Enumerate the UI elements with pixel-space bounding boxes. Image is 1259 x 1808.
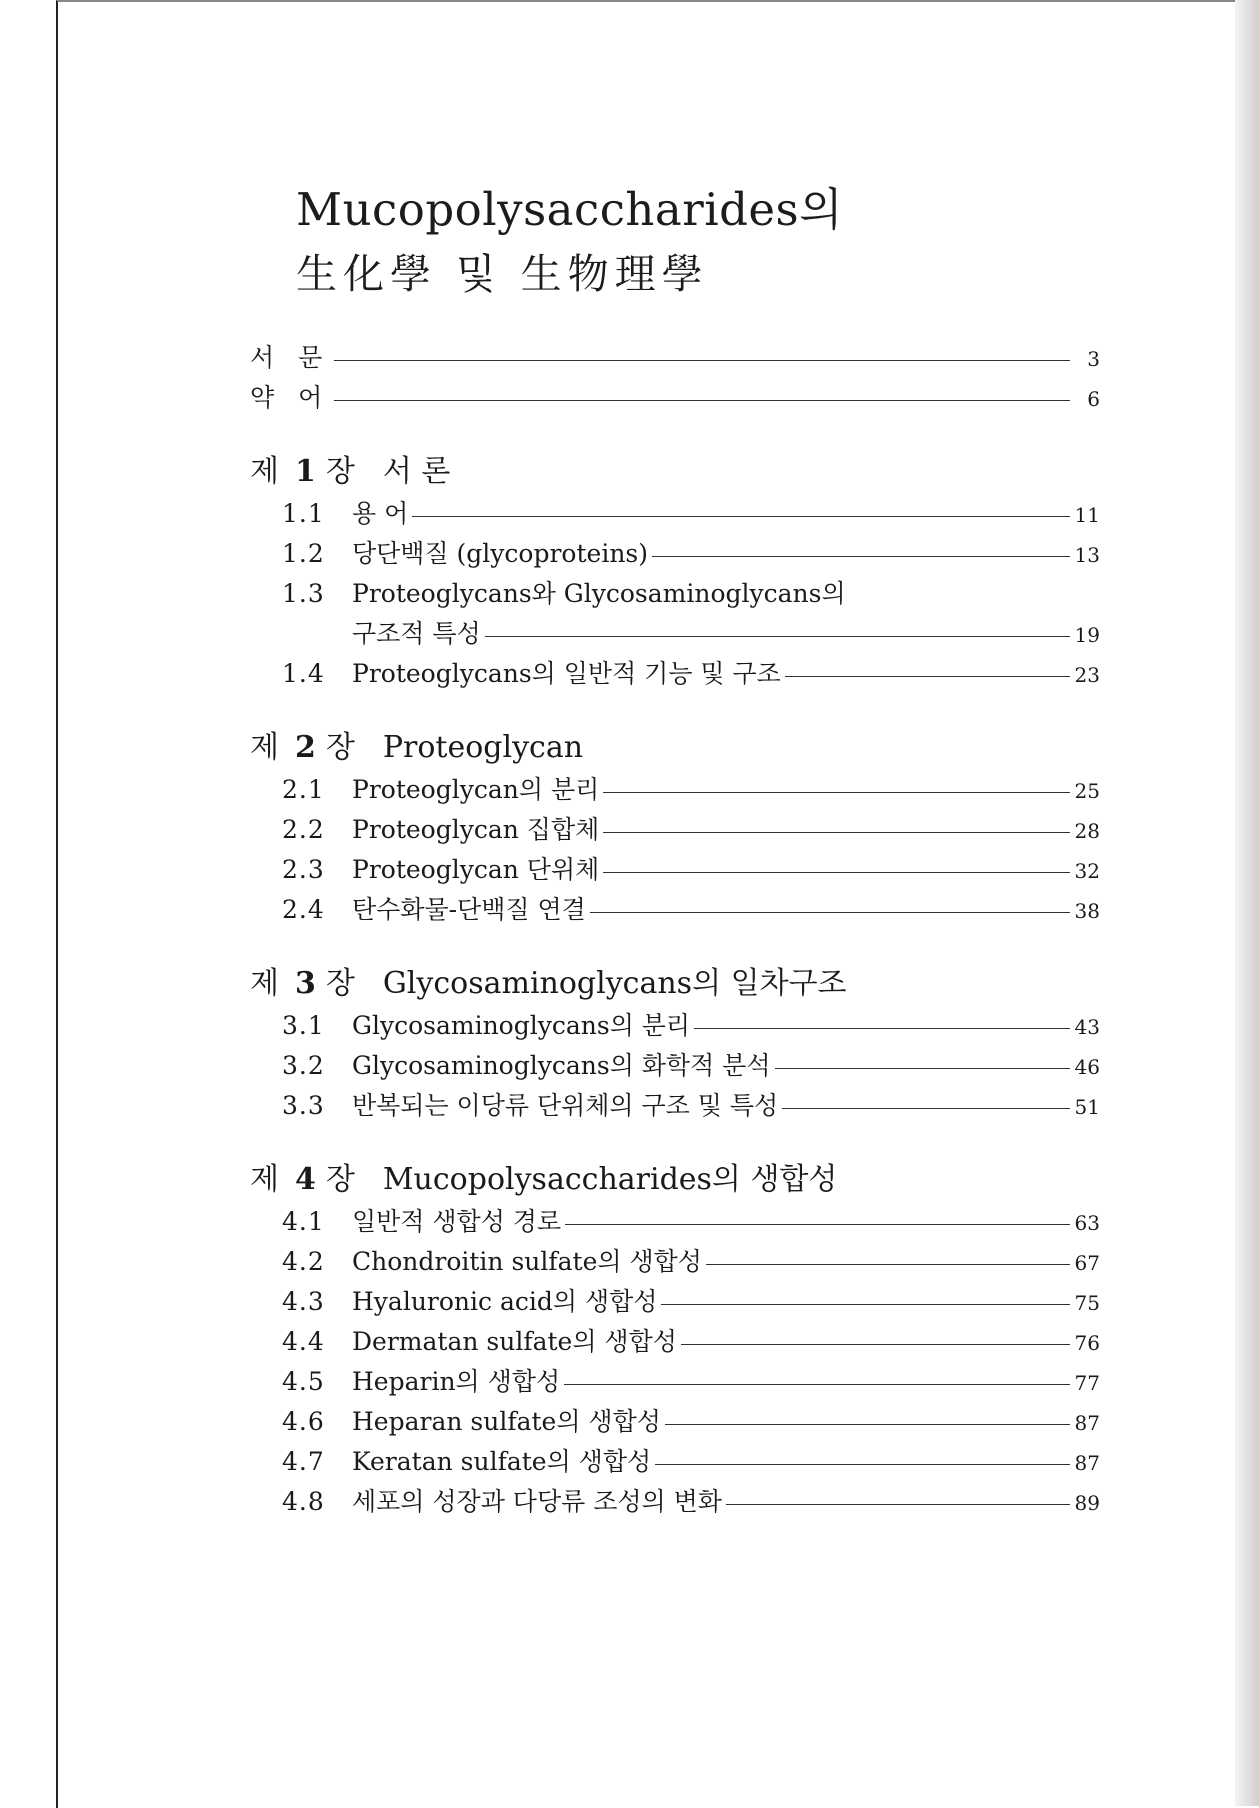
toc-section-entry[interactable] [250, 654, 1100, 694]
chapter-heading[interactable] [250, 722, 1100, 770]
dotted-leader [590, 912, 1070, 913]
toc-page-number: 67 [1074, 1251, 1100, 1275]
section-number: 3.1 [282, 1011, 325, 1040]
chapter-number: 1 [294, 454, 316, 489]
dotted-leader [564, 1384, 1070, 1385]
toc-page-number: 51 [1074, 1095, 1100, 1119]
section-number: 3.3 [282, 1091, 325, 1120]
section-title: Hyaluronic acid의 생합성 [352, 1287, 658, 1316]
toc-page-number: 43 [1074, 1015, 1100, 1039]
toc-section-entry[interactable] [250, 770, 1100, 810]
section-number: 2.3 [282, 855, 325, 884]
dotted-leader [652, 556, 1070, 557]
toc-section-entry[interactable] [250, 850, 1100, 890]
dotted-leader [706, 1264, 1070, 1265]
section-number: 2.4 [282, 895, 325, 924]
toc-section-entry[interactable] [250, 1006, 1100, 1046]
section-number: 1.2 [282, 539, 325, 568]
chapter-number: 3 [294, 966, 316, 1001]
toc-page-number: 89 [1074, 1491, 1100, 1515]
chapter-word: 제 [250, 730, 281, 765]
dotted-leader [603, 832, 1070, 833]
toc-page-number: 76 [1074, 1331, 1100, 1355]
dotted-leader [782, 1108, 1070, 1109]
dotted-leader [565, 1224, 1070, 1225]
section-number: 2.2 [282, 815, 325, 844]
dotted-leader [603, 872, 1070, 873]
toc-section-entry[interactable] [250, 1442, 1100, 1482]
section-title: Dermatan sulfate의 생합성 [352, 1327, 677, 1356]
toc-page-number: 32 [1074, 859, 1100, 883]
chapter-number: 4 [294, 1162, 316, 1197]
dotted-leader [661, 1304, 1070, 1305]
toc-entry-title: 약 어 [250, 383, 331, 412]
book-title [296, 182, 843, 304]
section-title: Heparin의 생합성 [352, 1367, 561, 1396]
toc-section-entry[interactable] [250, 890, 1100, 930]
chapter-word: 제 [250, 966, 281, 1001]
section-number: 4.7 [282, 1447, 325, 1476]
section-title: Glycosaminoglycans의 분리 [352, 1011, 691, 1040]
toc-page-number: 3 [1087, 347, 1100, 371]
dotted-leader [681, 1344, 1070, 1345]
section-title: Heparan sulfate의 생합성 [352, 1407, 661, 1436]
toc-section-entry[interactable] [250, 1362, 1100, 1402]
section-title: 당단백질 (glycoproteins) [352, 539, 649, 568]
section-number: 2.1 [282, 775, 325, 804]
table-of-contents [250, 338, 1100, 1522]
section-title: 탄수화물-단백질 연결 [352, 895, 586, 924]
toc-page-number: 13 [1074, 543, 1100, 567]
chapter-title: 서 론 [382, 454, 451, 489]
page-edge-shadow [1235, 0, 1259, 1806]
section-number: 4.4 [282, 1327, 325, 1356]
chapter-suffix: 장 [325, 730, 355, 765]
toc-entry-title: 서 문 [250, 343, 331, 372]
toc-section-entry-continued[interactable] [250, 614, 1100, 654]
section-number: 3.2 [282, 1051, 325, 1080]
toc-page-number: 6 [1087, 387, 1100, 411]
section-number: 4.5 [282, 1367, 325, 1396]
section-number: 4.3 [282, 1287, 325, 1316]
chapter-heading[interactable] [250, 1154, 1100, 1202]
toc-section-entry[interactable] [250, 1482, 1100, 1522]
section-title: Proteoglycan 집합체 [352, 815, 600, 844]
toc-page-number: 77 [1074, 1371, 1100, 1395]
section-number: 4.1 [282, 1207, 325, 1236]
dotted-leader [655, 1464, 1070, 1465]
dotted-leader [775, 1068, 1071, 1069]
toc-section-entry[interactable] [250, 494, 1100, 534]
dotted-leader [785, 676, 1070, 677]
dotted-leader [334, 360, 1070, 361]
toc-section-entry[interactable] [250, 1046, 1100, 1086]
section-title: Keratan sulfate의 생합성 [352, 1447, 652, 1476]
chapter-title: Proteoglycan [382, 730, 584, 765]
toc-page-number: 19 [1074, 623, 1100, 647]
toc-front-entry[interactable] [250, 338, 1100, 378]
section-title: Chondroitin sulfate의 생합성 [352, 1247, 702, 1276]
toc-section-entry[interactable] [250, 1402, 1100, 1442]
chapter-word: 제 [250, 454, 281, 489]
toc-section-entry[interactable] [250, 534, 1100, 574]
section-number: 1.3 [282, 579, 325, 608]
chapter-heading[interactable] [250, 958, 1100, 1006]
chapter-suffix: 장 [325, 454, 355, 489]
section-title: Proteoglycan의 분리 [352, 775, 600, 804]
section-number: 4.2 [282, 1247, 325, 1276]
dotted-leader [603, 792, 1070, 793]
toc-page-number: 11 [1074, 503, 1100, 527]
chapter-title: Glycosaminoglycans의 일차구조 [382, 966, 847, 1001]
dotted-leader [412, 516, 1070, 517]
book-title-line-1: Mucopolysaccharides의 [296, 183, 844, 236]
toc-section-entry[interactable] [250, 574, 1100, 614]
section-title: 일반적 생합성 경로 [352, 1207, 562, 1236]
toc-page-number: 46 [1074, 1055, 1100, 1079]
toc-section-entry[interactable] [250, 1282, 1100, 1322]
chapter-title: Mucopolysaccharides의 생합성 [382, 1162, 838, 1197]
section-title-continued: 구조적 특성 [352, 619, 481, 648]
dotted-leader [665, 1424, 1070, 1425]
dotted-leader [726, 1504, 1070, 1505]
chapter-suffix: 장 [325, 1162, 355, 1197]
toc-page-number: 87 [1074, 1411, 1100, 1435]
section-title: 반복되는 이당류 단위체의 구조 및 특성 [352, 1091, 779, 1120]
chapter-number: 2 [294, 730, 316, 765]
section-title: Proteoglycan 단위체 [352, 855, 600, 884]
book-title-line-2: 生化學 및 生物理學 [296, 250, 709, 298]
section-title: Proteoglycans와 Glycosaminoglycans의 [352, 579, 846, 608]
chapter-word: 제 [250, 1162, 281, 1197]
section-number: 1.1 [282, 499, 325, 528]
toc-page-number: 25 [1074, 779, 1100, 803]
toc-page-number: 38 [1074, 899, 1100, 923]
dotted-leader [334, 400, 1070, 401]
toc-section-entry[interactable] [250, 1242, 1100, 1282]
chapter-list [250, 446, 1100, 1522]
toc-section-entry[interactable] [250, 810, 1100, 850]
toc-section-entry[interactable] [250, 1086, 1100, 1126]
toc-page-number: 63 [1074, 1211, 1100, 1235]
toc-front-entry[interactable] [250, 378, 1100, 418]
section-title: Proteoglycans의 일반적 기능 및 구조 [352, 659, 781, 688]
toc-page-number: 23 [1074, 663, 1100, 687]
chapter-suffix: 장 [325, 966, 355, 1001]
section-number: 1.4 [282, 659, 325, 688]
section-number: 4.6 [282, 1407, 325, 1436]
section-title: Glycosaminoglycans의 화학적 분석 [352, 1051, 771, 1080]
dotted-leader [485, 636, 1070, 637]
toc-section-entry[interactable] [250, 1322, 1100, 1362]
section-title: 용 어 [352, 499, 409, 528]
toc-page-number: 87 [1074, 1451, 1100, 1475]
section-number: 4.8 [282, 1487, 325, 1516]
toc-page-number: 28 [1074, 819, 1100, 843]
section-title: 세포의 성장과 다당류 조성의 변화 [352, 1487, 722, 1516]
toc-section-entry[interactable] [250, 1202, 1100, 1242]
toc-page-number: 75 [1074, 1291, 1100, 1315]
dotted-leader [694, 1028, 1070, 1029]
chapter-heading[interactable] [250, 446, 1100, 494]
